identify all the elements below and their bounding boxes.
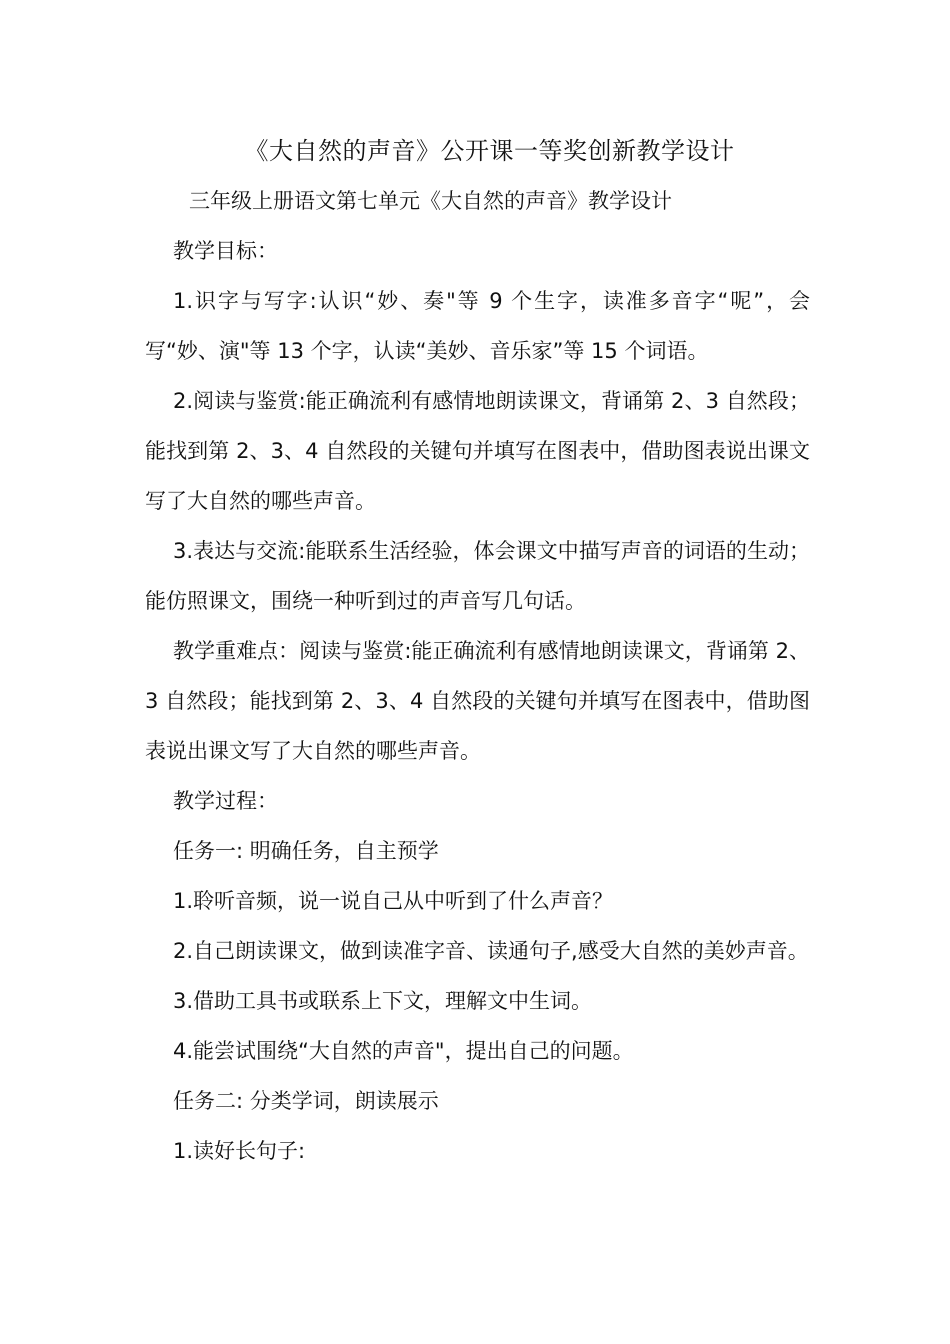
paragraph-task-1-step-4: 4.能尝试围绕“大自然的声音"，提出自己的问题。 <box>173 1039 634 1063</box>
document-subtitle: 三年级上册语文第七单元《大自然的声音》教学设计 <box>189 189 672 213</box>
paragraph-task-2-heading: 任务二: 分类学词，朗读展示 <box>173 1089 439 1113</box>
paragraph-goal-2: 2.阅读与鉴赏:能正确流利有感情地朗读课文，背诵第 2、3 自然段；能找到第 2、3、4 自然段的关键句并填写在图表中，借助图表说出课文写了大自然的哪些声音。 <box>145 389 810 513</box>
document-title: 《大自然的声音》公开课一等奖创新教学设计 <box>244 137 735 165</box>
paragraph-teaching-process-heading: 教学过程： <box>173 789 278 813</box>
paragraph-goal-1: 1.识字与写字:认识“妙、奏"等 9 个生字，读准多音字“呢”，会写“妙、演"等 13 个字，认读“美妙、音乐家”等 15 个词语。 <box>145 289 810 363</box>
paragraph-goal-3: 3.表达与交流:能联系生活经验，体会课文中描写声音的词语的生动；能仿照课文，围绕一种听到过的声音写几句话。 <box>145 539 810 613</box>
paragraph-task-1-step-3: 3.借助工具书或联系上下文，理解文中生词。 <box>173 989 593 1013</box>
paragraph-teaching-goals-heading: 教学目标： <box>173 239 278 263</box>
paragraph-task-1-step-2: 2.自己朗读课文，做到读准字音、读通句子,感受大自然的美妙声音。 <box>173 939 809 963</box>
paragraph-task-1-heading: 任务一: 明确任务，自主预学 <box>173 839 439 863</box>
paragraph-task-1-step-1: 1.聆听音频，说一说自己从中听到了什么声音？ <box>173 889 614 913</box>
paragraph-task-2-step-1: 1.读好长句子: <box>173 1139 306 1163</box>
paragraph-key-points: 教学重难点：阅读与鉴赏:能正确流利有感情地朗读课文，背诵第 2、3 自然段；能找到第 2、3、4 自然段的关键句并填写在图表中，借助图表说出课文写了大自然的哪些声音。 <box>145 639 810 763</box>
document-body <box>145 128 810 1176</box>
